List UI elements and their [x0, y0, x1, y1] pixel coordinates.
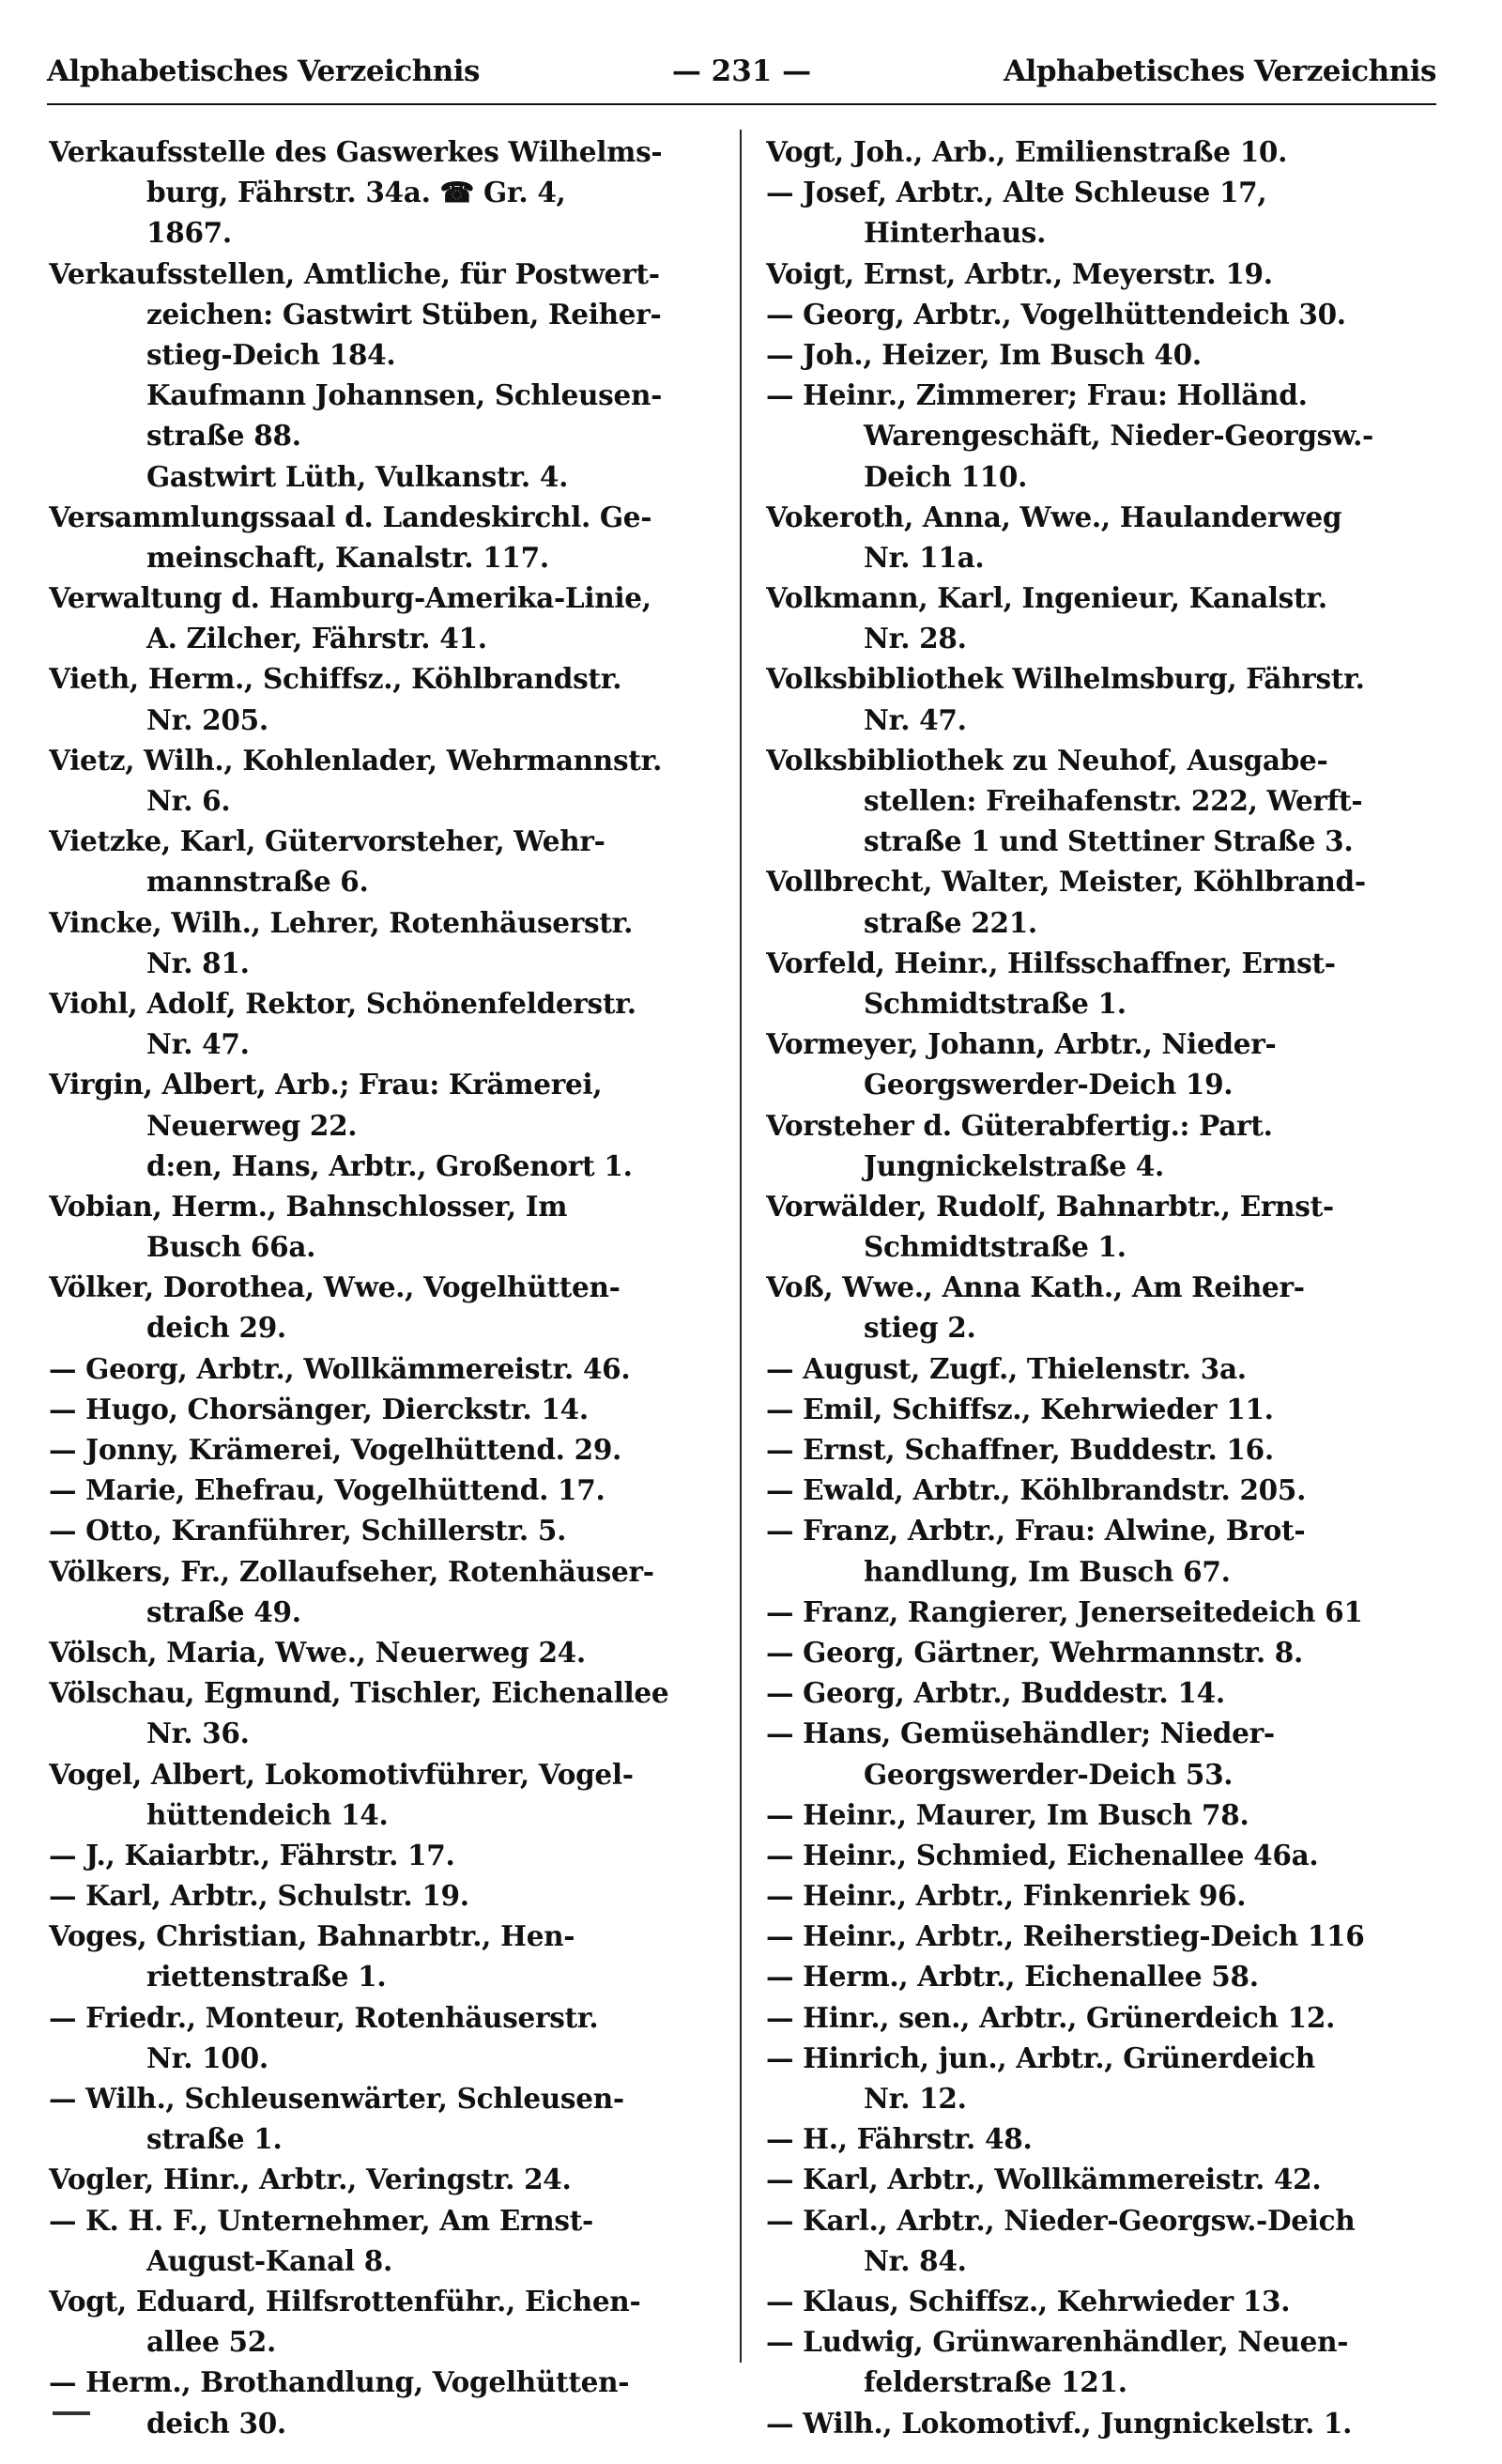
- entry-line: — Herm., Brothandlung, Vogelhütten-: [49, 2365, 630, 2399]
- entry-line: Nr. 81.: [146, 946, 250, 979]
- entry-line: Schmidtstraße 1.: [864, 1230, 1126, 1264]
- entry-line: Georgswerder-Deich 53.: [864, 1757, 1234, 1791]
- entry-line: — Heinr., Maurer, Im Busch 78.: [766, 1797, 1249, 1831]
- entry-line: — Georg, Arbtr., Buddestr. 14.: [766, 1676, 1225, 1710]
- entry-line: — Heinr., Arbtr., Finkenriek 96.: [766, 1879, 1247, 1913]
- entry-line: Nr. 84.: [864, 2243, 967, 2277]
- entry-line: Vietz, Wilh., Kohlenlader, Wehrmannstr.: [49, 743, 663, 777]
- entry-line: Versammlungssaal d. Landeskirchl. Ge-: [49, 500, 652, 533]
- right-column: [766, 131, 1434, 2443]
- entry-line: Vollbrecht, Walter, Meister, Köhlbrand-: [766, 865, 1366, 899]
- entry-line: — Heinr., Arbtr., Reiherstieg-Deich 116: [766, 1919, 1365, 1953]
- entry-line: Vogel, Albert, Lokomotivführer, Vogel-: [49, 1757, 634, 1791]
- entry-line: Vokeroth, Anna, Wwe., Haulanderweg: [766, 500, 1342, 533]
- entry-line: Viohl, Adolf, Rektor, Schönenfelderstr.: [49, 986, 636, 1020]
- entry-line: straße 1.: [146, 2122, 283, 2156]
- entry-line: — Heinr., Schmied, Eichenallee 46a.: [766, 1838, 1319, 1871]
- entry-line: — H., Fährstr. 48.: [766, 2122, 1033, 2156]
- entry-line: Volksbibliothek zu Neuhof, Ausgabe-: [766, 743, 1328, 777]
- entry-line: Nr. 6.: [146, 784, 231, 817]
- entry-line: Vogt, Eduard, Hilfsrottenführ., Eichen-: [49, 2284, 641, 2318]
- entry-line: Nr. 12.: [864, 2082, 967, 2115]
- entry-line: hüttendeich 14.: [146, 1797, 389, 1831]
- entry-line: straße 221.: [864, 905, 1037, 939]
- entry-line: Warengeschäft, Nieder-Georgsw.-: [864, 419, 1374, 453]
- entry-line: — Emil, Schiffsz., Kehrwieder 11.: [766, 1392, 1274, 1425]
- entry-line: straße 88.: [146, 419, 301, 453]
- entry-line: Völkers, Fr., Zollaufseher, Rotenhäuser-: [49, 1554, 654, 1588]
- entry-line: — J., Kaiarbtr., Fährstr. 17.: [49, 1838, 455, 1871]
- entry-line: — Heinr., Zimmerer; Frau: Holländ.: [766, 378, 1308, 412]
- entry-line: d:en, Hans, Arbtr., Großenort 1.: [146, 1148, 633, 1182]
- entry-line: — Hinrich, jun., Arbtr., Grünerdeich: [766, 2040, 1315, 2074]
- entry-line: Nr. 205.: [146, 702, 268, 736]
- entry-line: — August, Zugf., Thielenstr. 3a.: [766, 1351, 1247, 1385]
- entry-line: Vobian, Herm., Bahnschlosser, Im: [49, 1189, 568, 1223]
- entry-line: deich 30.: [146, 2406, 286, 2440]
- entry-line: — Josef, Arbtr., Alte Schleuse 17,: [766, 176, 1267, 209]
- entry-line: Georgswerder-Deich 19.: [864, 1068, 1234, 1101]
- entry-line: Schmidtstraße 1.: [864, 986, 1126, 1020]
- entry-line: Völsch, Maria, Wwe., Neuerweg 24.: [49, 1635, 586, 1669]
- entry-line: Kaufmann Johannsen, Schleusen-: [146, 378, 663, 412]
- entry-line: stellen: Freihafenstr. 222, Werft-: [864, 784, 1363, 817]
- entry-line: allee 52.: [146, 2325, 276, 2359]
- entry-line: deich 29.: [146, 1311, 286, 1345]
- entry-line: Völschau, Egmund, Tischler, Eichenallee: [49, 1676, 669, 1710]
- entry-line: Vogler, Hinr., Arbtr., Veringstr. 24.: [49, 2163, 572, 2196]
- entry-line: straße 1 und Stettiner Straße 3.: [864, 824, 1354, 858]
- entry-line: — Franz, Rangierer, Jenerseitedeich 61: [766, 1594, 1363, 1628]
- entry-line: — Georg, Arbtr., Vogelhüttendeich 30.: [766, 297, 1346, 331]
- entry-line: — Georg, Arbtr., Wollkämmereistr. 46.: [49, 1351, 631, 1385]
- entry-line: Nr. 47.: [146, 1027, 250, 1061]
- entry-line: — Joh., Heizer, Im Busch 40.: [766, 337, 1202, 371]
- entry-line: meinschaft, Kanalstr. 117.: [146, 540, 549, 574]
- entry-line: Virgin, Albert, Arb.; Frau: Krämerei,: [49, 1068, 603, 1101]
- entry-line: Hinterhaus.: [864, 216, 1047, 250]
- entry-line: August-Kanal 8.: [146, 2243, 392, 2277]
- entry-line: — Georg, Gärtner, Wehrmannstr. 8.: [766, 1635, 1303, 1669]
- entry-line: — Hinr., sen., Arbtr., Grünerdeich 12.: [766, 2000, 1336, 2034]
- entry-line: — Hugo, Chorsänger, Dierckstr. 14.: [49, 1392, 589, 1425]
- left-column: [49, 131, 717, 2443]
- entry-line: Gastwirt Lüth, Vulkanstr. 4.: [146, 459, 569, 493]
- entry-line: 1867.: [146, 216, 232, 250]
- entry-line: — Karl, Arbtr., Schulstr. 19.: [49, 1879, 469, 1913]
- entry-line: riettenstraße 1.: [146, 1960, 387, 1994]
- entry-line: Verwaltung d. Hamburg-Amerika-Linie,: [49, 581, 651, 615]
- entry-line: — Franz, Arbtr., Frau: Alwine, Brot-: [766, 1514, 1306, 1548]
- entry-line: Volkmann, Karl, Ingenieur, Kanalstr.: [766, 581, 1327, 615]
- entry-line: felderstraße 121.: [864, 2365, 1127, 2399]
- entry-line: Vieth, Herm., Schiffsz., Köhlbrandstr.: [49, 662, 622, 696]
- entry-line: Voß, Wwe., Anna Kath., Am Reiher-: [766, 1270, 1305, 1304]
- header-right-title: Alphabetisches Verzeichnis: [1003, 54, 1436, 88]
- entry-line: Busch 66a.: [146, 1230, 316, 1264]
- entry-line: — Wilh., Lokomotivf., Jungnickelstr. 1.: [766, 2406, 1353, 2440]
- entry-line: — Klaus, Schiffsz., Kehrwieder 13.: [766, 2284, 1291, 2318]
- entry-line: Vormeyer, Johann, Arbtr., Nieder-: [766, 1027, 1277, 1061]
- entry-line: burg, Fährstr. 34a. ☎ Gr. 4,: [146, 176, 566, 209]
- entry-line: Vincke, Wilh., Lehrer, Rotenhäuserstr.: [49, 905, 634, 939]
- entry-line: zeichen: Gastwirt Stüben, Reiher-: [146, 297, 662, 331]
- entry-line: Vorsteher d. Güterabfertig.: Part.: [766, 1108, 1273, 1142]
- entry-line: — Hans, Gemüsehändler; Nieder-: [766, 1717, 1275, 1750]
- entry-line: — Jonny, Krämerei, Vogelhüttend. 29.: [49, 1433, 622, 1466]
- entry-line: Neuerweg 22.: [146, 1108, 358, 1142]
- entry-line: stieg-Deich 184.: [146, 337, 396, 371]
- entry-line: Voges, Christian, Bahnarbtr., Hen-: [49, 1919, 575, 1953]
- entry-line: — Karl, Arbtr., Wollkämmereistr. 42.: [766, 2163, 1322, 2196]
- footer-mark: [53, 2411, 90, 2415]
- entry-line: Vietzke, Karl, Gütervorsteher, Wehr-: [49, 824, 605, 858]
- entry-line: mannstraße 6.: [146, 865, 369, 899]
- entry-line: — Friedr., Monteur, Rotenhäuserstr.: [49, 2000, 599, 2034]
- entry-line: — Ludwig, Grünwarenhändler, Neuen-: [766, 2325, 1349, 2359]
- entry-line: Vogt, Joh., Arb., Emilienstraße 10.: [766, 135, 1288, 168]
- entry-line: Nr. 28.: [864, 622, 967, 655]
- entry-line: Vorwälder, Rudolf, Bahnarbtr., Ernst-: [766, 1189, 1334, 1223]
- entry-line: handlung, Im Busch 67.: [864, 1554, 1231, 1588]
- page-number: — 231 —: [671, 54, 812, 88]
- entry-line: Nr. 11a.: [864, 540, 985, 574]
- column-divider: [740, 130, 742, 2363]
- entry-line: — Karl., Arbtr., Nieder-Georgsw.-Deich: [766, 2203, 1356, 2237]
- entry-line: — Otto, Kranführer, Schillerstr. 5.: [49, 1514, 567, 1548]
- entry-line: — Ewald, Arbtr., Köhlbrandstr. 205.: [766, 1473, 1307, 1507]
- entry-line: — Herm., Arbtr., Eichenallee 58.: [766, 1960, 1259, 1994]
- entry-line: Nr. 100.: [146, 2040, 268, 2074]
- entry-line: Deich 110.: [864, 459, 1028, 493]
- entry-line: Voigt, Ernst, Arbtr., Meyerstr. 19.: [766, 256, 1273, 290]
- entry-line: Jungnickelstraße 4.: [864, 1148, 1164, 1182]
- entry-line: Völker, Dorothea, Wwe., Vogelhütten-: [49, 1270, 621, 1304]
- entry-line: Verkaufsstellen, Amtliche, für Postwert-: [49, 256, 660, 290]
- entry-line: stieg 2.: [864, 1311, 976, 1345]
- entry-line: Nr. 36.: [146, 1717, 250, 1750]
- entry-line: Verkaufsstelle des Gaswerkes Wilhelms-: [49, 135, 663, 168]
- entry-line: Vorfeld, Heinr., Hilfsschaffner, Ernst-: [766, 946, 1336, 979]
- header-left-title: Alphabetisches Verzeichnis: [47, 54, 481, 88]
- entry-line: straße 49.: [146, 1594, 301, 1628]
- entry-line: — K. H. F., Unternehmer, Am Ernst-: [49, 2203, 593, 2237]
- page-header: [47, 54, 1436, 107]
- entry-line: — Ernst, Schaffner, Buddestr. 16.: [766, 1433, 1274, 1466]
- entry-line: A. Zilcher, Fährstr. 41.: [146, 622, 487, 655]
- entry-line: — Marie, Ehefrau, Vogelhüttend. 17.: [49, 1473, 605, 1507]
- entry-line: Volksbibliothek Wilhelmsburg, Fährstr.: [766, 662, 1365, 696]
- header-rule: [47, 103, 1436, 105]
- entry-line: — Wilh., Schleusenwärter, Schleusen-: [49, 2082, 624, 2115]
- entry-line: Nr. 47.: [864, 702, 967, 736]
